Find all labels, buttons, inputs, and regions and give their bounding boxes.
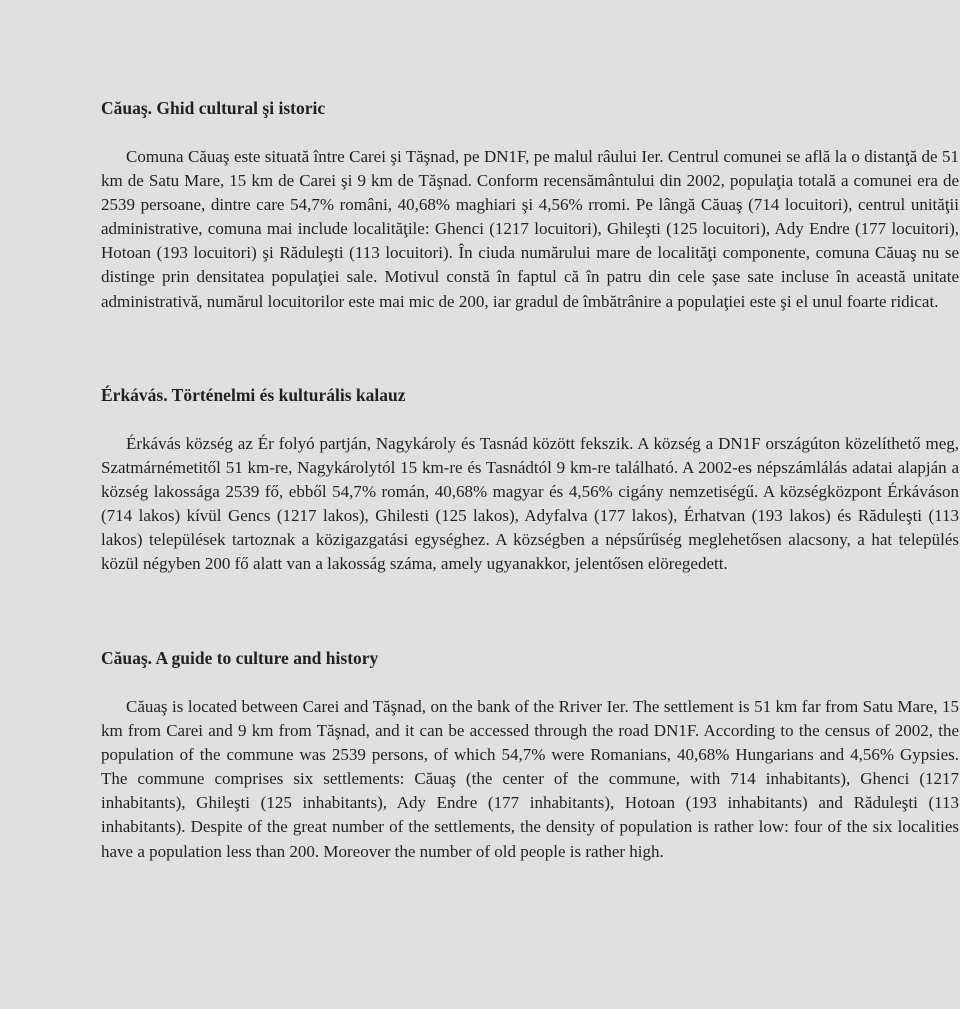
section-romanian [101, 96, 959, 314]
section-english [101, 646, 959, 864]
section-body-english: Căuaş is located between Carei and Tăşnad, on the bank of the Rriver Ier. The settlement is 51 km far from Satu Mare, 15 km from Carei and 9 km from Tăşnad, and it can be accessed through the road DN1F. According to the census of 2002, the population of the commune was 2539 persons, of which 54,7% were Romanians, 40,68% Hungarians and 4,56% Gypsies. The commune comprises six settlements: Căuaş (the center of the commune, with 714 inhabitants), Ghenci (1217 inhabitants), Ghileşti (125 inhabitants), Ady Endre (177 inhabitants), Hotoan (193 inhabitants) and Răduleşti (113 inhabitants). Despite of the great number of the settlements, the density of population is rather low: four of the six localities have a population less than 200. Moreover the number of old people is rather high. [101, 697, 959, 861]
section-hungarian [101, 383, 959, 577]
section-title-romanian: Căuaş. Ghid cultural şi istoric [101, 98, 326, 118]
section-body-romanian: Comuna Căuaş este situată între Carei şi Tăşnad, pe DN1F, pe malul râului Ier. Centrul comunei se află la o distanţă de 51 km de Satu Mare, 15 km de Carei şi 9 km de Tăşnad. Conform recensământului din 2002, populaţia totală a comunei era de 2539 persoane, dintre care 54,7% români, 40,68% maghiari şi 4,56% rromi. Pe lângă Căuaş (714 locuitori), centrul unităţii administrative, comuna mai include localităţile: Ghenci (1217 locuitori), Ghileşti (125 locuitori), Ady Endre (177 locuitori), Hotoan (193 locuitori) şi Răduleşti (113 locuitori). În ciuda numărului mare de localităţi componente, comuna Căuaş nu se distinge prin densitatea populaţiei sale. Motivul constă în faptul că în patru din cele şase sate incluse în această unitate administrativă, numărul locuitorilor este mai mic de 200, iar gradul de îmbătrânire a populaţiei este şi el unul foarte ridicat. [101, 147, 959, 311]
section-title-english: Căuaş. A guide to culture and history [101, 648, 379, 668]
section-body-hungarian: Érkávás község az Ér folyó partján, Nagykároly és Tasnád között fekszik. A község a DN1F országúton közelíthető meg, Szatmárnémetitől 51 km-re, Nagykárolytól 15 km-re és Tasnádtól 9 km-re található. A 2002-es népszámlálás adatai alapján a község lakossága 2539 fő, ebből 54,7% román, 40,68% magyar és 4,56% cigány nemzetiségű. A községközpont Érkáváson (714 lakos) kívül Gencs (1217 lakos), Ghilesti (125 lakos), Adyfalva (177 lakos), Érhatvan (193 lakos) és Răduleşti (113 lakos) települések tartoznak a közigazgatási egységhez. A községben a népsűrűség meglehetősen alacsony, a hat település közül négyben 200 fő alatt van a lakosság száma, amely ugyanakkor, jelentősen elöregedett. [101, 434, 959, 574]
section-title-hungarian: Érkávás. Történelmi és kulturális kalauz [101, 385, 406, 405]
